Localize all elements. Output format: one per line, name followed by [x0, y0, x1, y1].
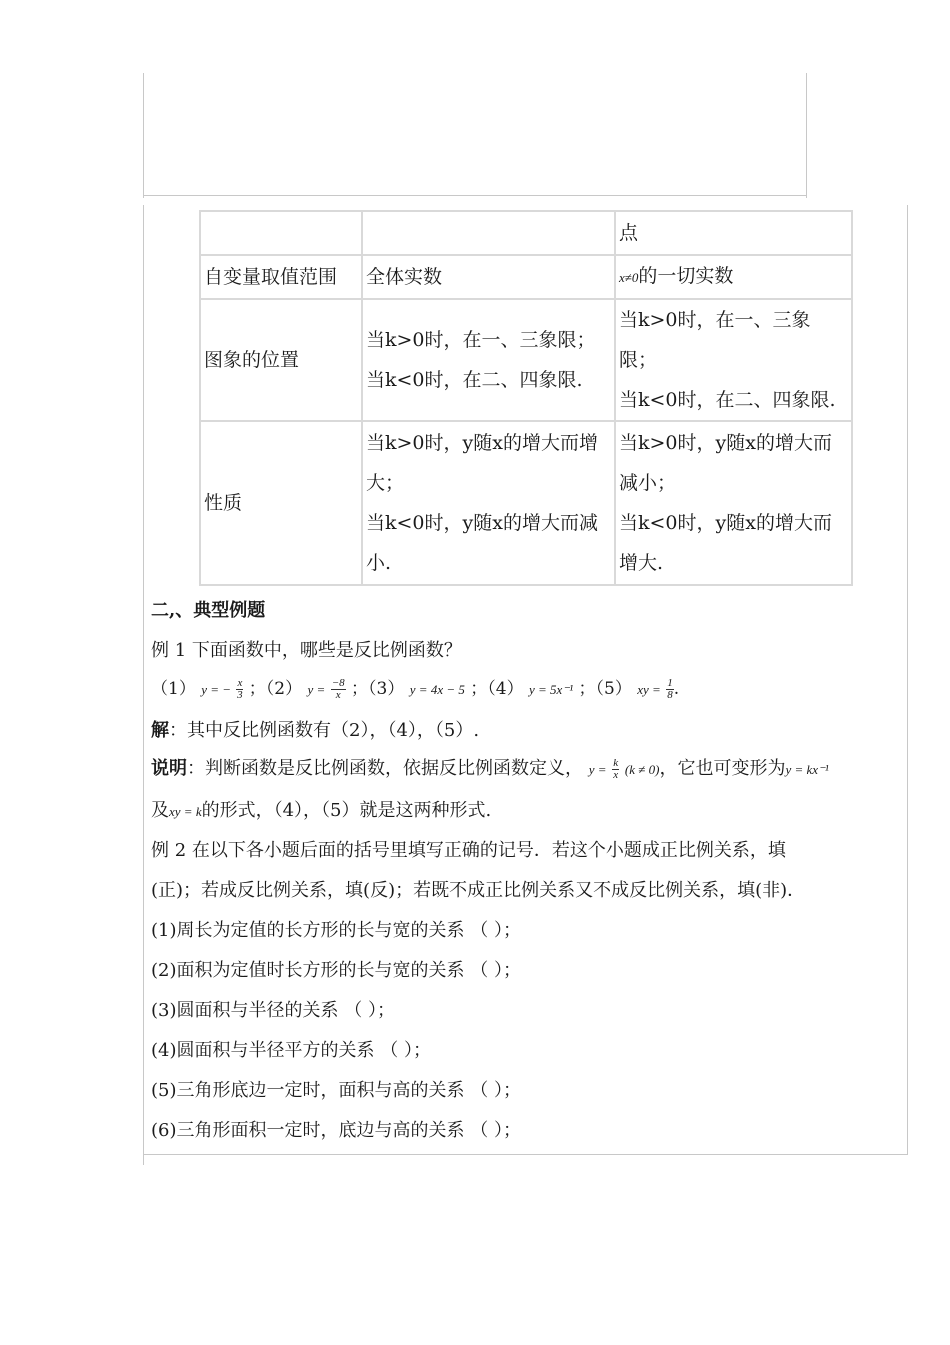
example1-note-cont: 及xy = k的形式，（4），（5）就是这两种形式.: [151, 800, 492, 821]
table-cell: [200, 211, 362, 255]
table-row: [200, 299, 852, 421]
fraction: $\frac{1}{8}$: [667, 677, 673, 701]
example2-item: (2)面积为定值时长方形的长与宽的关系 （ ）；: [151, 960, 521, 981]
table-cell-line: 当k<0时，在二、四象限.: [366, 369, 583, 391]
frame-right-line: [907, 205, 908, 1155]
frame-left-line: [143, 205, 144, 1165]
table-cell-line: 大；: [366, 472, 405, 494]
table-row: [200, 421, 852, 585]
math-expression: x≠0: [619, 270, 639, 285]
table-cell-line: 当k<0时，在二、四象限.: [619, 389, 836, 411]
table-cell-line: 当k<0时，y随x的增大而减: [366, 512, 598, 534]
table-cell: [362, 299, 615, 421]
example2-title-line1: 例 2 在以下各小题后面的括号里填写正确的记号．若这个小题成正比例关系，填: [151, 840, 786, 861]
table-row: [200, 211, 852, 255]
table-cell-line: 当k<0时，y随x的增大而: [619, 512, 832, 534]
table-cell: [615, 255, 852, 299]
table-cell-line: 当k>0时，在一、三象限；: [366, 329, 596, 351]
table-cell: 全体实数: [362, 255, 615, 299]
example2-item: (5)三角形底边一定时，面积与高的关系 （ ）；: [151, 1080, 521, 1101]
table-row: [200, 255, 852, 299]
example2-item: (4)圆面积与半径平方的关系 （ ）；: [151, 1040, 431, 1061]
table-cell: 点: [615, 211, 852, 255]
frame-right-line-top: [806, 73, 807, 198]
example2-item: (3)圆面积与半径的关系 （ ）；: [151, 1000, 395, 1021]
table-cell-label: 图象的位置: [200, 299, 362, 421]
table-cell-line: 小.: [366, 552, 392, 574]
table-cell: [615, 421, 852, 585]
fraction: $\frac{k}{x}$: [613, 756, 619, 781]
example1-answer: 解：其中反比例函数有（2），（4），（5）.: [151, 720, 480, 741]
example2-title-line2: (正)；若成反比例关系，填(反)；若既不成正比例关系又不成反比例关系，填(非)．: [151, 880, 806, 901]
table-cell-label: 性质: [200, 421, 362, 585]
table-cell-line: 当k>0时，y随x的增大而增: [366, 432, 598, 454]
fraction: $\frac{x}{3}$: [237, 677, 243, 701]
table-cell-line: 当k>0时，在一、三象限；: [619, 309, 811, 371]
table-cell-text: 的一切实数: [638, 265, 734, 287]
frame-top-divider: [143, 195, 807, 196]
table-cell-label: 自变量取值范围: [200, 255, 362, 299]
function-comparison-table: [199, 210, 853, 586]
table-cell-line: 减小；: [619, 472, 677, 494]
table-cell: [362, 421, 615, 585]
example2-item: (6)三角形面积一定时，底边与高的关系 （ ）；: [151, 1120, 521, 1141]
table-cell-line: 当k>0时，y随x的增大而: [619, 432, 832, 454]
fraction: $\frac{-8}{x}$: [331, 677, 345, 701]
example2-item: (1)周长为定值的长方形的长与宽的关系 （ ）；: [151, 920, 521, 941]
example1-options: （1） y = − $\frac{x}{3}$ ；（2） y = $\frac{-8}{x}$ ；（3） y = 4x − 5 ；（4） y = 5x⁻¹ ；（5） xy = $\frac{1}{8}$ .: [151, 677, 680, 701]
table-cell-line: 增大.: [619, 552, 664, 574]
table-cell: [615, 299, 852, 421]
example1-note: 说明：判断函数是反比例函数，依据反比例函数定义， y = $\frac{k}{x}$ (k ≠ 0)，它也可变形为y = kx⁻¹: [151, 756, 829, 781]
frame-bottom-line: [143, 1154, 908, 1155]
example1-title: 例 1 下面函数中，哪些是反比例函数？: [151, 640, 462, 661]
table-cell: [362, 211, 615, 255]
frame-left-line-top: [143, 73, 144, 198]
section-title: 二,、典型例题: [151, 600, 266, 621]
